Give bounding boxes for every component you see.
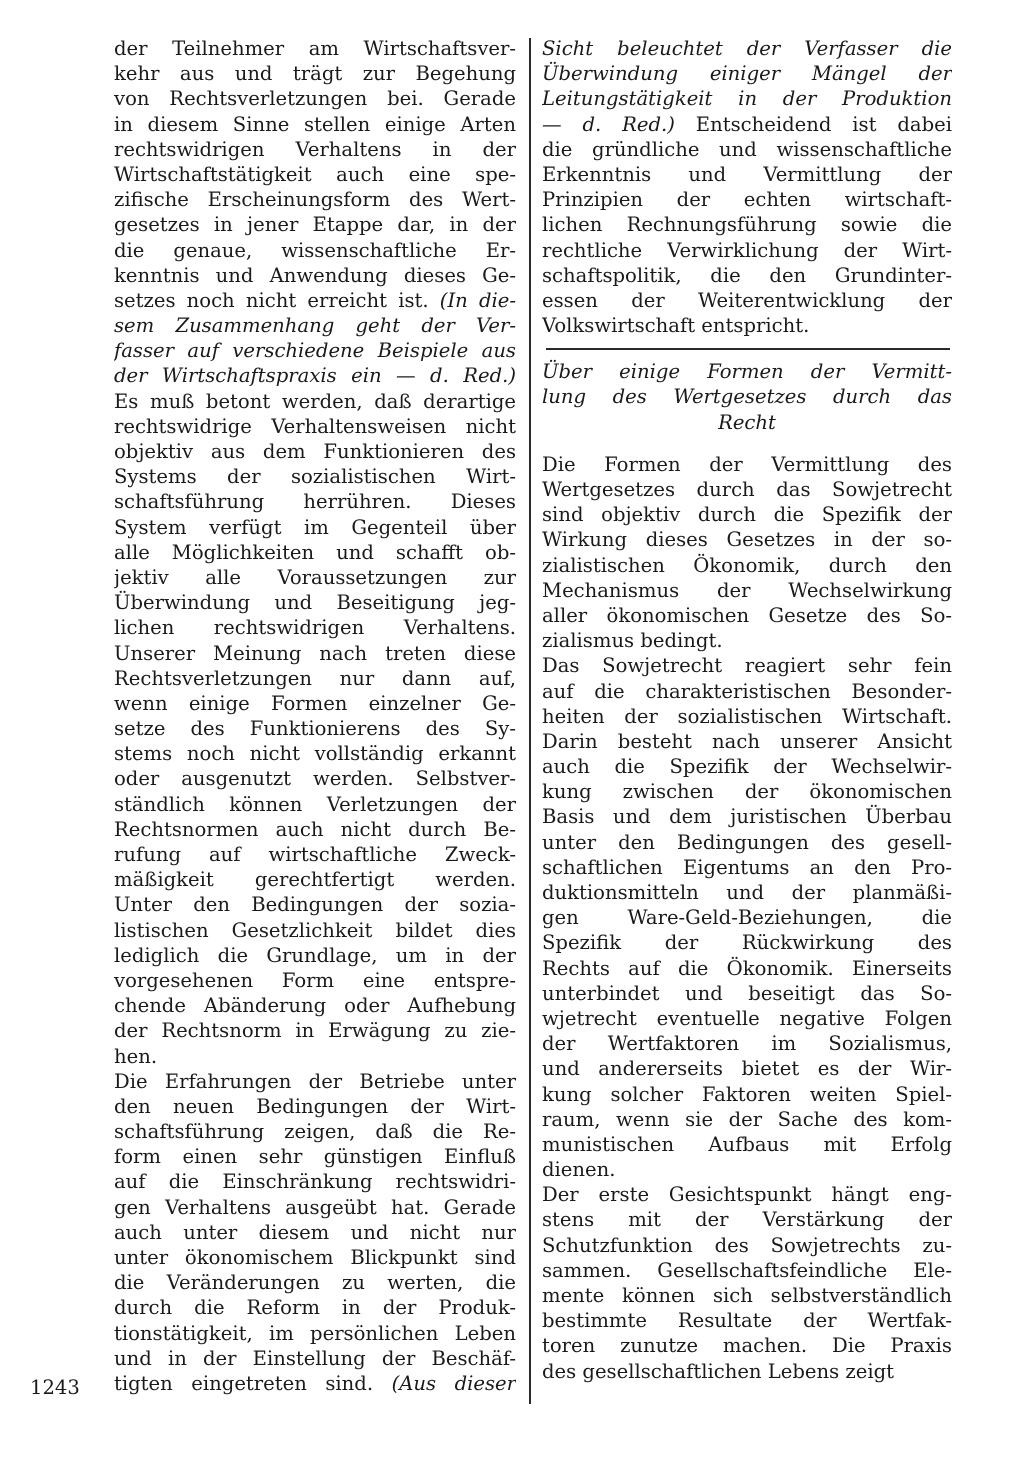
body-text-segment: Entscheidend ist dabei [674, 112, 952, 136]
body-text-line: auch unter diesem und nicht nur [114, 1220, 516, 1244]
body-text-line: raum, wenn sie der Sache des kom- [542, 1107, 952, 1131]
body-text-line: Leitungstätigkeit in der Produktion [542, 87, 952, 111]
body-text-line: Rechtsnormen auch nicht durch Be- [114, 817, 516, 841]
body-text-line: der Wertfaktoren im Sozialismus, [542, 1032, 952, 1056]
right-text-column [542, 36, 952, 1384]
body-text-line: alle Möglichkeiten und schafft ob- [114, 540, 516, 564]
body-text-line: schaftsführung herrühren. Dieses [114, 490, 516, 514]
body-text-line: tionstätigkeit, im persönlichen Leben [114, 1321, 516, 1345]
body-text-line: auf die charakteristischen Besonder- [542, 679, 952, 703]
body-text-line: Es muß betont werden, daß derartige [114, 389, 516, 413]
section-heading-line: Über einige Formen der Vermitt- [542, 360, 952, 384]
editor-note-segment: (In die- [439, 288, 516, 312]
body-text-line: auf die Einschränkung rechtswidri- [114, 1170, 516, 1194]
body-text-line: oder ausgenutzt werden. Selbstver- [114, 767, 516, 791]
body-text-line: setze des Funktionierens des Sy- [114, 717, 516, 741]
body-text-line: objektiv aus dem Funktionieren des [114, 440, 516, 463]
column-divider-rule [529, 38, 531, 1404]
body-text-line: die Veränderungen zu werten, die [114, 1271, 516, 1295]
body-text-line: den neuen Bedingungen der Wirt- [114, 1094, 516, 1118]
body-text-line: Basis und dem juristischen Überbau [542, 805, 952, 829]
spacer [542, 338, 952, 359]
body-text-line: Rechtsverletzungen nur dann auf, [114, 666, 516, 690]
body-text-line: in diesem Sinne stellen einige Arten [114, 112, 516, 136]
body-text-line [542, 112, 952, 137]
body-text-line: rufung auf wirtschaftliche Zweck- [114, 843, 516, 866]
body-text-line: stems noch nicht vollständig erkannt [114, 742, 516, 766]
body-text-line: form einen sehr günstigen Einfluß [114, 1145, 516, 1169]
body-text-line: Systems der sozialistischen Wirt- [114, 465, 516, 489]
body-text-line: schaftlichen Eigentums an den Pro- [542, 855, 952, 879]
body-text-line: gen Ware-Geld-Beziehungen, die [542, 906, 952, 930]
body-text-line: heiten der sozialistischen Wirtschaft. [542, 704, 952, 728]
body-text-line: Unter den Bedingungen der sozia- [114, 893, 516, 917]
body-text-line: fasser auf verschiedene Beispiele aus [114, 339, 516, 363]
body-text-line: chende Abänderung oder Aufhebung [114, 994, 516, 1018]
body-text-line: Spezifik der Rückwirkung des [542, 931, 952, 955]
section-heading-line: Recht [718, 410, 776, 434]
body-text-line: des gesellschaftlichen Lebens zeigt [542, 1359, 895, 1383]
left-text-column [114, 36, 516, 1396]
body-text-line: gesetzes in jener Etappe dar, in der [114, 213, 516, 237]
body-text-line: Unserer Meinung nach treten diese [114, 641, 516, 665]
body-text-line: lichen Rechnungsführung sowie die [542, 213, 952, 237]
body-text-line: zialistischen Ökonomik, durch den [542, 553, 952, 577]
spacer [542, 435, 952, 452]
body-text-line: schaftsführung zeigen, daß die Re- [114, 1120, 516, 1144]
body-text-line: zialismus bedingt. [542, 629, 723, 653]
body-text-line: unter ökonomischem Blickpunkt sind [114, 1246, 516, 1269]
body-text-line: rechtswidrigen Verhaltens in der [114, 137, 516, 161]
body-text-line: Überwindung einiger Mängel der [542, 62, 952, 86]
page-number: 1243 [30, 1376, 80, 1399]
body-text-line: vorgesehenen Form eine entspre- [114, 968, 516, 992]
body-text-line: und andererseits bietet es der Wir- [542, 1057, 952, 1081]
body-text-line: aller ökonomischen Gesetze des So- [542, 603, 952, 627]
editor-note-segment: — d. Red.) [542, 112, 675, 136]
body-text-line: sammen. Gesellschaftsfeindliche Ele- [542, 1258, 952, 1282]
body-text-line: mäßigkeit gerechtfertigt werden. [114, 868, 516, 892]
body-text-segment: setzes noch nicht erreicht ist. [114, 288, 440, 312]
body-text-line: Mechanismus der Wechselwirkung [542, 578, 952, 602]
body-text-line: sem Zusammenhang geht der Ver- [114, 314, 516, 338]
body-text-line: die gründliche und wissenschaftliche [542, 137, 952, 161]
body-text-line: schaftspolitik, die den Grundinter- [542, 263, 952, 287]
body-text-line: unter den Bedingungen des gesell- [542, 830, 952, 854]
body-text-line: Das Sowjetrecht reagiert sehr fein [542, 654, 952, 678]
body-text-line: essen der Weiterentwicklung der [542, 288, 952, 312]
body-text-line: Wertgesetzes durch das Sowjetrecht [542, 478, 952, 501]
body-text-line: durch die Reform in der Produk- [114, 1296, 516, 1320]
body-text-line: Darin besteht nach unserer Ansicht [542, 729, 952, 753]
body-text-line: Der erste Gesichtspunkt hängt eng- [542, 1183, 952, 1207]
body-text-line: bestimmte Resultate der Wertfak- [542, 1309, 952, 1333]
body-text-line: jektiv alle Voraussetzungen zur [114, 565, 516, 589]
body-text-line: Erkenntnis und Vermittlung der [542, 162, 952, 186]
body-text-line: ständlich können Verletzungen der [114, 792, 516, 816]
body-text-line: mente können sich selbstverständlich [542, 1284, 952, 1307]
body-text-line: Schutzfunktion des Sowjetrechts zu- [542, 1233, 952, 1257]
editor-note-segment: (Aus dieser [391, 1371, 516, 1395]
body-text-line: auch die Spezifik der Wechselwir- [542, 755, 952, 779]
body-text-line [114, 1371, 516, 1396]
body-text-line: munistischen Aufbaus mit Erfolg [542, 1132, 952, 1156]
body-text-line: sind objektiv durch die Spezifik der [542, 503, 952, 527]
body-text-line: rechtliche Verwirklichung der Wirt- [542, 238, 952, 262]
body-text-line: der Wirtschaftspraxis ein — d. Red.) [114, 364, 516, 388]
body-text-line: kung zwischen der ökonomischen [542, 780, 952, 804]
body-text-line: Wirkung dieses Gesetzes in der so- [542, 528, 952, 552]
body-text-line [114, 288, 516, 313]
body-text-line: unterbindet und beseitigt das So- [542, 981, 952, 1005]
body-text-line: lediglich die Grundlage, um in der [114, 943, 516, 967]
body-text-line: und in der Einstellung der Beschäf- [114, 1346, 516, 1370]
body-text-line: der Teilnehmer am Wirtschaftsver- [114, 37, 516, 60]
body-text-line: kenntnis und Anwendung dieses Ge- [114, 263, 516, 287]
body-text-line: stens mit der Verstärkung der [542, 1208, 952, 1232]
body-text-line: Die Erfahrungen der Betriebe unter [114, 1069, 516, 1093]
body-text-line: Überwindung und Beseitigung jeg- [114, 591, 516, 615]
body-text-line: lichen rechtswidrigen Verhaltens. [114, 616, 516, 640]
body-text-line: Sicht beleuchtet der Verfasser die [542, 37, 952, 60]
body-text-line: von Rechtsverletzungen bei. Gerade [114, 87, 516, 111]
body-text-line: dienen. [542, 1158, 616, 1182]
body-text-line: gen Verhaltens ausgeübt hat. Gerade [114, 1195, 516, 1219]
body-text-line: Rechts auf die Ökonomik. Einerseits [542, 956, 952, 980]
body-text-line: Wirtschaftstätigkeit auch eine spe- [114, 162, 516, 186]
body-text-line: die genaue, wissenschaftliche Er- [114, 238, 516, 262]
body-text-line: zifische Erscheinungsform des Wert- [114, 188, 516, 212]
body-text-line: kehr aus und trägt zur Begehung [114, 62, 516, 86]
body-text-line: System verfügt im Gegenteil über [114, 515, 516, 539]
body-text-line: hen. [114, 1044, 158, 1068]
body-text-line: duktionsmitteln und der planmäßi- [542, 881, 952, 904]
body-text-line: toren zunutze machen. Die Praxis [542, 1334, 952, 1358]
body-text-line: wjetrecht eventuelle negative Folgen [542, 1006, 952, 1030]
body-text-line: Volkswirtschaft entspricht. [542, 314, 810, 338]
body-text-line: Prinzipien der echten wirtschaft- [542, 188, 952, 212]
body-text-line: der Rechtsnorm in Erwägung zu zie- [114, 1019, 516, 1043]
body-text-line: kung solcher Faktoren weiten Spiel- [542, 1082, 952, 1106]
body-text-line: rechtswidrige Verhaltensweisen nicht [114, 414, 516, 438]
body-text-line: listischen Gesetzlichkeit bildet dies [114, 918, 516, 942]
body-text-segment: tigten eingetreten sind. [114, 1371, 392, 1395]
body-text-line: Die Formen der Vermittlung des [542, 452, 952, 476]
body-text-line: wenn einige Formen einzelner Ge- [114, 691, 516, 715]
section-heading-line: lung des Wertgesetzes durch das [542, 385, 952, 409]
